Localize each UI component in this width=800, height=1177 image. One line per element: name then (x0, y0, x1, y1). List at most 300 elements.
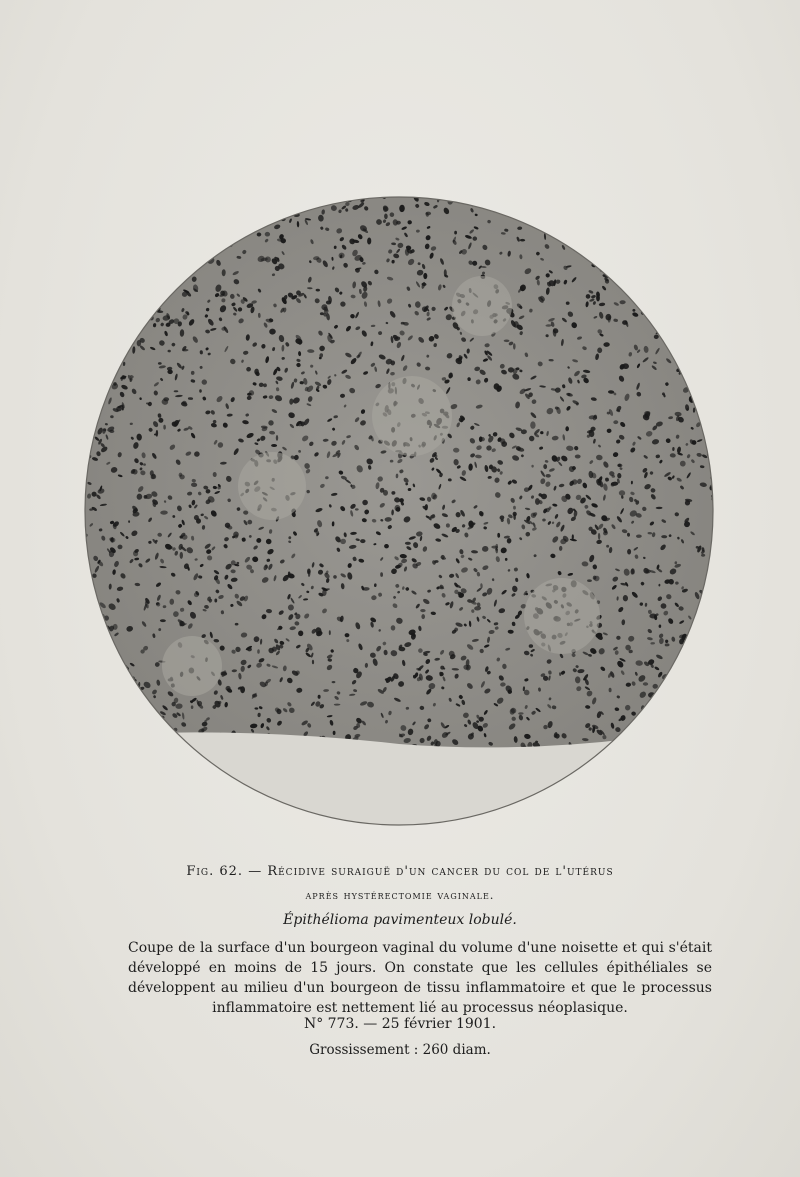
cell-nucleus (83, 265, 90, 271)
cell-nucleus (119, 229, 127, 236)
cell-nucleus (126, 734, 131, 739)
cell-nucleus (686, 325, 691, 330)
cell-nucleus (135, 720, 140, 726)
cell-nucleus (221, 208, 229, 216)
cell-nucleus (169, 741, 177, 749)
cell-nucleus (298, 204, 302, 208)
cell-nucleus (95, 735, 98, 738)
cell-nucleus (220, 203, 225, 207)
cell-nucleus (158, 265, 162, 270)
cell-nucleus (700, 701, 704, 706)
cell-nucleus (676, 227, 680, 231)
cell-nucleus (91, 265, 97, 270)
cell-nucleus (171, 219, 177, 225)
cell-nucleus (455, 196, 464, 201)
cell-nucleus (220, 210, 225, 216)
cell-nucleus (616, 752, 620, 755)
cell-nucleus (272, 205, 279, 212)
cell-nucleus (212, 201, 219, 206)
cell-nucleus (709, 313, 716, 319)
cell-nucleus (82, 520, 85, 525)
cell-nucleus (137, 230, 144, 236)
cell-nucleus (674, 252, 680, 258)
cell-nucleus (534, 213, 536, 216)
cell-nucleus (684, 678, 688, 682)
cell-nucleus (82, 468, 85, 474)
cell-nucleus (674, 252, 678, 257)
cell-nucleus (583, 201, 590, 205)
cell-nucleus (709, 666, 715, 672)
cell-nucleus (674, 255, 680, 262)
cell-nucleus (123, 204, 129, 208)
cell-nucleus (623, 277, 627, 284)
cell-nucleus (705, 709, 712, 716)
epithelial-island (452, 276, 512, 336)
cell-nucleus (154, 241, 162, 248)
cell-nucleus (685, 236, 689, 238)
cell-nucleus (105, 351, 109, 355)
cell-nucleus (708, 368, 715, 374)
cell-nucleus (640, 257, 643, 261)
figure-magnification: Grossissement : 260 diam. (309, 1042, 491, 1058)
cell-nucleus (573, 217, 581, 223)
cell-nucleus (632, 246, 637, 251)
cell-nucleus (672, 677, 677, 680)
cell-nucleus (132, 736, 138, 741)
cell-nucleus (640, 743, 646, 749)
cell-nucleus (117, 245, 123, 251)
cell-nucleus (669, 196, 674, 200)
cell-nucleus (644, 749, 653, 758)
cell-nucleus (108, 246, 113, 250)
cell-nucleus (669, 303, 678, 312)
cell-nucleus (695, 362, 700, 367)
cell-nucleus (148, 704, 152, 707)
cell-nucleus (109, 710, 117, 718)
cell-nucleus (171, 251, 175, 256)
cell-nucleus (712, 457, 716, 462)
cell-nucleus (155, 716, 160, 721)
cell-nucleus (253, 203, 256, 209)
cell-nucleus (656, 224, 661, 230)
cell-nucleus (99, 390, 105, 396)
cell-nucleus (710, 729, 713, 733)
cell-nucleus (231, 220, 239, 227)
cell-nucleus (82, 398, 89, 405)
cell-nucleus (135, 723, 139, 727)
cell-nucleus (711, 605, 716, 611)
cell-nucleus (333, 731, 336, 735)
cell-nucleus (656, 299, 659, 303)
cell-nucleus (691, 215, 695, 219)
cell-nucleus (86, 738, 91, 743)
cell-nucleus (84, 219, 90, 224)
cell-nucleus (109, 368, 116, 375)
cell-nucleus (610, 199, 616, 206)
cell-nucleus (146, 751, 154, 760)
cell-nucleus (623, 229, 627, 233)
cell-nucleus (105, 677, 111, 683)
cell-nucleus (151, 199, 156, 205)
cell-nucleus (597, 248, 600, 251)
cell-nucleus (85, 220, 88, 226)
cell-nucleus (669, 339, 675, 345)
cell-nucleus (208, 212, 212, 216)
cell-nucleus (551, 223, 555, 227)
cell-nucleus (94, 682, 99, 689)
cell-nucleus (140, 720, 147, 726)
cell-nucleus (133, 196, 138, 200)
cell-nucleus (129, 323, 134, 329)
cell-nucleus (174, 390, 179, 392)
cell-nucleus (249, 197, 252, 201)
cell-nucleus (663, 311, 668, 315)
cell-nucleus (112, 677, 116, 680)
cell-nucleus (219, 244, 222, 247)
cell-nucleus (110, 368, 116, 375)
cell-nucleus (702, 639, 708, 644)
cell-nucleus (142, 251, 148, 257)
cell-nucleus (115, 689, 122, 695)
cell-nucleus (701, 671, 704, 674)
cell-nucleus (383, 490, 388, 496)
cell-nucleus (82, 396, 85, 400)
cell-nucleus (711, 304, 716, 310)
cell-nucleus (130, 712, 137, 718)
cell-nucleus (697, 365, 704, 372)
cell-nucleus (703, 283, 711, 290)
cell-nucleus (517, 215, 524, 219)
cell-nucleus (693, 225, 700, 231)
cell-nucleus (712, 307, 715, 311)
cell-nucleus (640, 715, 645, 719)
cell-nucleus (704, 317, 712, 325)
cell-nucleus (91, 256, 99, 263)
cell-nucleus (136, 295, 141, 302)
cell-nucleus (571, 196, 579, 200)
cell-nucleus (255, 199, 263, 207)
cell-nucleus (87, 333, 90, 336)
cell-nucleus (700, 740, 707, 746)
cell-nucleus (109, 288, 114, 294)
cell-nucleus (577, 218, 581, 223)
cell-nucleus (691, 316, 698, 323)
cell-nucleus (137, 321, 144, 328)
cell-nucleus (664, 249, 668, 253)
cell-nucleus (677, 666, 685, 675)
cell-nucleus (110, 311, 118, 318)
cell-nucleus (212, 237, 218, 243)
cell-nucleus (120, 218, 125, 223)
cell-nucleus (142, 745, 148, 749)
cell-nucleus (132, 205, 138, 211)
cell-nucleus (91, 319, 98, 325)
cell-nucleus (711, 215, 715, 219)
cell-nucleus (105, 698, 110, 702)
cell-nucleus (99, 357, 108, 366)
cell-nucleus (180, 552, 183, 559)
cell-nucleus (679, 726, 683, 729)
cell-nucleus (205, 210, 211, 216)
cell-nucleus (100, 664, 104, 670)
cell-nucleus (156, 746, 162, 751)
cell-nucleus (139, 267, 147, 273)
cell-nucleus (692, 338, 697, 343)
cell-nucleus (663, 305, 668, 309)
cell-nucleus (630, 274, 636, 281)
cell-nucleus (685, 690, 692, 696)
cell-nucleus (704, 274, 710, 279)
cell-nucleus (514, 205, 519, 210)
cell-nucleus (189, 197, 196, 204)
cell-nucleus (103, 750, 110, 757)
cell-nucleus (701, 554, 705, 557)
cell-nucleus (653, 222, 660, 228)
cell-nucleus (133, 253, 140, 261)
cell-nucleus (641, 201, 645, 207)
cell-nucleus (119, 196, 126, 203)
cell-nucleus (676, 300, 682, 306)
cell-nucleus (704, 729, 707, 732)
cell-nucleus (85, 420, 89, 424)
cell-nucleus (671, 206, 678, 212)
cell-nucleus (125, 266, 129, 270)
cell-nucleus (513, 343, 516, 349)
cell-nucleus (620, 267, 623, 271)
cell-nucleus (713, 545, 716, 548)
cell-nucleus (527, 208, 536, 216)
cell-nucleus (89, 668, 98, 677)
cell-nucleus (82, 662, 90, 669)
cell-nucleus (212, 209, 218, 212)
cell-nucleus (701, 307, 708, 313)
cell-nucleus (88, 208, 92, 214)
cell-nucleus (117, 346, 122, 352)
cell-nucleus (667, 285, 673, 293)
cell-nucleus (582, 204, 586, 208)
cell-nucleus (271, 196, 276, 201)
cell-nucleus (697, 218, 703, 224)
cell-nucleus (687, 322, 693, 328)
cell-nucleus (117, 277, 120, 285)
cell-nucleus (177, 261, 181, 265)
cell-nucleus (685, 714, 691, 721)
micrograph-plate (82, 196, 716, 826)
cell-nucleus (95, 227, 102, 234)
cell-nucleus (698, 263, 705, 270)
cell-nucleus (123, 213, 129, 219)
cell-nucleus (634, 292, 640, 297)
cell-nucleus (180, 276, 184, 281)
cell-nucleus (713, 279, 716, 284)
cell-nucleus (714, 627, 716, 634)
cell-nucleus (635, 271, 642, 278)
cell-nucleus (706, 616, 712, 623)
epithelial-island (524, 578, 600, 654)
cell-nucleus (89, 710, 96, 716)
cell-nucleus (638, 228, 644, 234)
cell-nucleus (677, 676, 683, 682)
cell-nucleus (669, 694, 673, 698)
figure-title: Fig. 62. — Récidive suraiguë d'un cancer du col de l'utérus (186, 864, 614, 879)
cell-nucleus (134, 274, 138, 281)
cell-nucleus (117, 696, 124, 701)
cell-nucleus (687, 331, 691, 336)
cell-nucleus (148, 218, 153, 223)
cell-nucleus (129, 289, 132, 293)
cell-nucleus (118, 724, 124, 730)
cell-nucleus (122, 207, 127, 212)
cell-nucleus (686, 206, 693, 214)
cell-nucleus (674, 729, 682, 735)
cell-nucleus (700, 256, 706, 263)
cell-nucleus (141, 710, 149, 717)
cell-nucleus (215, 204, 219, 208)
cell-nucleus (708, 250, 713, 255)
cell-nucleus (94, 322, 97, 325)
cell-nucleus (683, 278, 688, 282)
cell-nucleus (675, 348, 682, 355)
cell-nucleus (188, 237, 193, 242)
cell-nucleus (83, 317, 89, 322)
cell-nucleus (96, 312, 101, 316)
cell-nucleus (699, 238, 703, 242)
cell-nucleus (139, 701, 145, 706)
cell-nucleus (697, 243, 705, 250)
cell-nucleus (676, 695, 680, 698)
cell-nucleus (88, 269, 94, 275)
cell-nucleus (114, 219, 119, 224)
cell-nucleus (119, 232, 125, 238)
cell-nucleus (93, 667, 97, 670)
cell-nucleus (82, 361, 84, 365)
cell-nucleus (163, 753, 167, 759)
cell-nucleus (628, 274, 635, 278)
cell-nucleus (84, 670, 92, 678)
figure-description: Coupe de la surface d'un bourgeon vaginal du volume d'une noisette et qui s'était développé en moins de 15 jours. On constate que les cellules épithéliales se développent au milieu d'un bourgeon de tissu inflammatoire et que le processus inflammatoire est nettement lié au processus néoplasique. (128, 940, 712, 1016)
cell-nucleus (137, 699, 143, 705)
cell-nucleus (82, 668, 84, 674)
cell-nucleus (203, 206, 210, 213)
cell-nucleus (263, 204, 270, 208)
cell-nucleus (695, 373, 701, 379)
cell-nucleus (694, 650, 700, 655)
cell-nucleus (704, 663, 712, 668)
cell-nucleus (276, 435, 278, 441)
cell-nucleus (646, 707, 652, 713)
cell-nucleus (82, 661, 86, 667)
cell-nucleus (214, 599, 217, 603)
cell-nucleus (705, 390, 709, 396)
cell-nucleus (100, 632, 104, 637)
cell-nucleus (244, 210, 248, 213)
cell-nucleus (233, 211, 238, 216)
cell-nucleus (683, 280, 688, 288)
cell-nucleus (495, 197, 499, 202)
cell-nucleus (676, 204, 684, 210)
cell-nucleus (108, 339, 115, 345)
cell-nucleus (700, 753, 705, 759)
cell-nucleus (668, 330, 673, 335)
cell-nucleus (687, 723, 692, 728)
cell-nucleus (714, 750, 716, 755)
cell-nucleus (678, 664, 683, 670)
cell-nucleus (122, 215, 127, 220)
cell-nucleus (86, 432, 91, 438)
cell-nucleus (572, 229, 577, 236)
cell-nucleus (685, 336, 692, 343)
cell-nucleus (709, 306, 714, 309)
cell-nucleus (82, 215, 90, 223)
cell-nucleus (135, 302, 140, 305)
cell-nucleus (124, 334, 128, 338)
cell-nucleus (617, 277, 626, 286)
cell-nucleus (615, 271, 619, 275)
cell-nucleus (112, 347, 117, 352)
cell-nucleus (683, 215, 688, 221)
cell-nucleus (647, 745, 653, 751)
cell-nucleus (711, 384, 716, 390)
cell-nucleus (646, 295, 652, 301)
cell-nucleus (108, 196, 112, 200)
cell-nucleus (652, 241, 657, 246)
cell-nucleus (633, 280, 637, 284)
cell-nucleus (656, 745, 661, 750)
cell-nucleus (530, 215, 535, 220)
cell-nucleus (142, 248, 146, 252)
cell-nucleus (159, 212, 165, 217)
cell-nucleus (698, 665, 702, 670)
cell-nucleus (97, 253, 105, 260)
cell-nucleus (591, 236, 596, 241)
cell-nucleus (90, 309, 97, 316)
cell-nucleus (687, 207, 696, 215)
cell-nucleus (601, 264, 607, 272)
cell-nucleus (303, 197, 310, 203)
cell-nucleus (632, 196, 637, 200)
cell-nucleus (110, 673, 116, 677)
cell-nucleus (514, 196, 522, 201)
cell-nucleus (704, 242, 712, 250)
cell-nucleus (161, 244, 166, 251)
cell-nucleus (700, 647, 703, 650)
cell-nucleus (115, 694, 122, 701)
cell-nucleus (153, 289, 160, 293)
cell-nucleus (688, 702, 695, 709)
cell-nucleus (604, 245, 611, 250)
cell-nucleus (143, 219, 147, 224)
cell-nucleus (691, 708, 697, 712)
cell-nucleus (96, 742, 105, 750)
cell-nucleus (508, 367, 514, 372)
cell-nucleus (702, 626, 709, 631)
cell-nucleus (530, 421, 535, 428)
cell-nucleus (135, 319, 142, 326)
cell-nucleus (131, 250, 136, 255)
cell-nucleus (631, 276, 636, 279)
cell-nucleus (136, 708, 141, 715)
cell-nucleus (150, 708, 154, 714)
cell-nucleus (146, 259, 155, 268)
cell-nucleus (95, 197, 102, 200)
cell-nucleus (207, 200, 214, 205)
cell-nucleus (91, 732, 96, 736)
cell-nucleus (117, 724, 124, 729)
epithelial-island (372, 376, 452, 456)
cell-nucleus (280, 215, 284, 219)
cell-nucleus (575, 455, 581, 459)
cell-nucleus (140, 229, 145, 234)
